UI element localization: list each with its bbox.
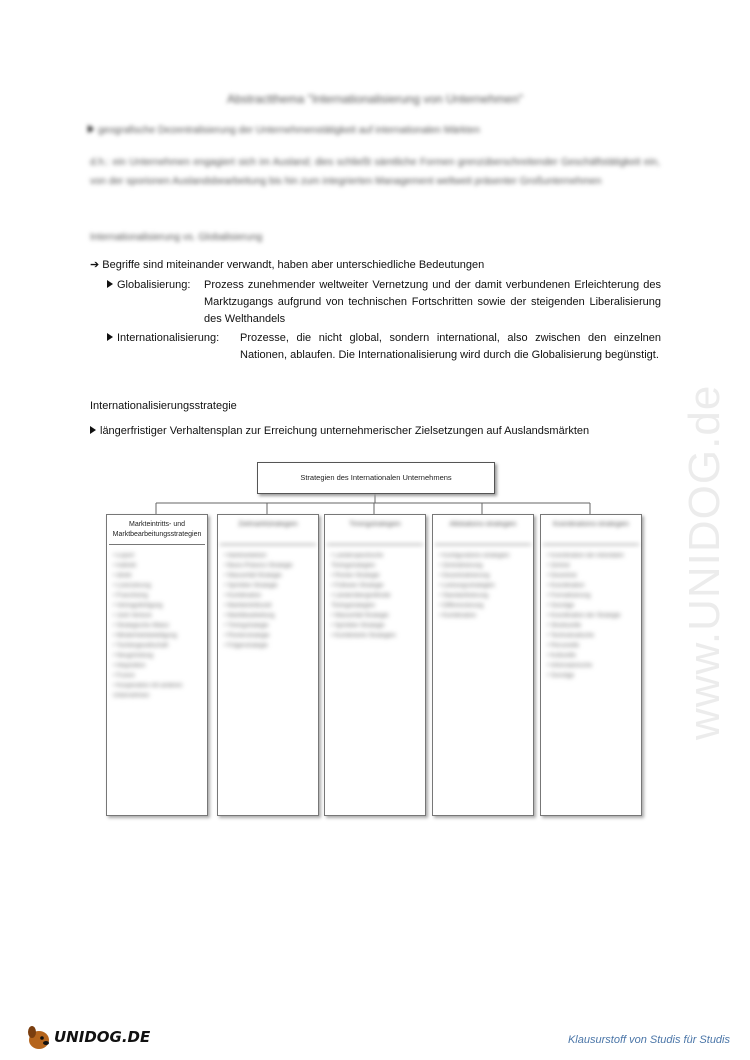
chart-item: • Export — [113, 553, 135, 559]
chart-column-items — [325, 547, 425, 645]
strategy-bullet-text: längerfristiger Verhaltensplan zur Erreichung unternehmerischer Zielsetzungen auf Auslandsmärkten — [100, 425, 590, 437]
chart-item: • Folgerstrategie — [224, 643, 268, 649]
chart-item: • Follower-Strategie — [331, 583, 384, 589]
chart-item: • Formalisierung — [547, 593, 591, 599]
bullet-geografische-dezentralisierung — [88, 125, 480, 136]
chart-item: • Kooperation mit anderen Unternehmen — [113, 683, 183, 699]
chart-item: • Zentralisierung — [439, 563, 483, 569]
chart-item: • Länderübergreifende Timingstrategien — [331, 593, 391, 609]
dog-icon — [24, 1022, 54, 1052]
bullet-arrow-icon — [90, 426, 96, 434]
chart-item: • Markteintrittszeit — [224, 603, 272, 609]
chart-column-title: Timingstrategien — [327, 517, 423, 545]
chart-column-markteintritt — [106, 514, 208, 816]
bullet-arrow-icon — [88, 125, 94, 133]
chart-item: • Pionierstrategie — [224, 633, 270, 639]
chart-item: • Strategische Allianz — [113, 623, 170, 629]
definition-description: Prozesse, die nicht global, sondern international, also zwischen den einzelnen Nationen, ablaufen. Die Internationalisierung wird durch die Globalisierung begünstigt. — [240, 332, 661, 361]
chart-item: • Personelle — [547, 643, 580, 649]
chart-item: • Standardisierung — [439, 593, 489, 599]
chart-item: • Koordination — [547, 583, 585, 589]
chart-item: • Sprinkler-Strategie — [224, 583, 278, 589]
chart-item: • Zentral — [547, 563, 570, 569]
definition-term — [107, 330, 219, 347]
chart-item: • Tochtergesellschaft — [113, 643, 169, 649]
chart-item: • Länderspezifische Timingstrategien — [331, 553, 384, 569]
unidog-logo — [24, 1022, 164, 1052]
definition-description: Prozess zunehmender weltweiter Vernetzung und der damit verbundenen Erleichterung des Marktzugangs aufgrund von technischen Fortschritten sowie der steigenden Liberalisierung des Welthandels — [204, 279, 661, 325]
chart-item: • Marktbearbeitung — [224, 613, 275, 619]
chart-column-title: Koordinations-strategien — [543, 517, 639, 545]
footer-slogan: Klausurstoff von Studis für Studis — [567, 1034, 730, 1046]
chart-item: • Koordination der Aktivitäten — [547, 553, 624, 559]
chart-item: • Pionier-Strategie — [331, 573, 380, 579]
bullet-arrow-icon — [107, 280, 113, 288]
chart-item: • indirekt — [113, 563, 137, 569]
chart-column-items — [218, 547, 318, 655]
section-heading-internationalisierung-vs-globalisierung: Internationalisierung vs. Globalisierung — [90, 232, 263, 243]
bullet-arrow-icon — [107, 333, 113, 341]
chart-item: • Wasserfall-Strategie — [331, 613, 389, 619]
chart-column-items — [107, 547, 207, 705]
related-terms-line — [90, 258, 484, 271]
chart-item: • Neugründung — [113, 653, 154, 659]
chart-column-title: Zielmarktstrategien — [220, 517, 316, 545]
chart-item: • Kombination — [439, 613, 477, 619]
chart-item: • Akquisition — [113, 663, 146, 669]
chart-item: • Technokratische — [547, 633, 595, 639]
chart-item: • Wasserfall-Strategie — [224, 573, 282, 579]
chart-column-koordination — [540, 514, 642, 816]
chart-item: • Joint Venture — [113, 613, 152, 619]
chart-item: • Timingstrategie — [224, 623, 269, 629]
bullet-text: geografische Dezentralisierung der Unternehmenstätigkeit auf internationalen Märkten — [98, 125, 480, 136]
chart-item: • Kombination — [224, 593, 262, 599]
chart-item: • Strukturelle — [547, 623, 582, 629]
bullet-explanation: d.h.: ein Unternehmen engagiert sich im Ausland; dies schließt sämtliche Formen grenzüberschreitender Geschäftstätigkeit ein, von der sporionen Auslandsbearbeitung bis hin zum integrierten Management weltweit präsenter Großunternehmen — [90, 157, 660, 187]
strategy-bullet — [90, 425, 589, 437]
related-terms-text: Begriffe sind miteinander verwandt, haben aber unterschiedliche Bedeutungen — [102, 259, 485, 271]
chart-item: • Vertragsfertigung — [113, 603, 163, 609]
chart-item: • direkt — [113, 573, 132, 579]
chart-column-title: Allokations-strategien — [435, 517, 531, 545]
term-label: Internationalisierung: — [117, 332, 220, 344]
chart-item: • Fusion — [113, 673, 135, 679]
chart-item: • Lizenzierung — [113, 583, 151, 589]
strategy-org-chart — [100, 458, 645, 818]
chart-item: • Informatorische — [547, 663, 593, 669]
right-arrow-icon: ➔ — [90, 259, 100, 271]
chart-item: • Minderheitsbeteiligung — [113, 633, 177, 639]
term-label: Globalisierung: — [117, 279, 191, 291]
section-heading-strategie: Internationalisierungsstrategie — [90, 400, 237, 412]
chart-item: • Koordination der Strategie — [547, 613, 621, 619]
chart-item: • Sprinkler-Strategie — [331, 623, 385, 629]
document-title: Abstractthema "Internationalisierung von Unternehmen" — [226, 92, 523, 106]
chart-column-timing — [324, 514, 426, 816]
chart-item: • Sonstige — [547, 673, 575, 679]
chart-item: • Differenzierung — [439, 603, 484, 609]
chart-item: • Dezentralisierung — [439, 573, 490, 579]
definition-term — [107, 277, 190, 294]
chart-item: • Kulturelle — [547, 653, 576, 659]
chart-column-title: Markteintritts- und Marktbearbeitungsstrategien — [109, 517, 205, 545]
chart-column-items — [433, 547, 533, 625]
chart-item: • Konfigurations-strategien — [439, 553, 510, 559]
chart-item: • Franchising — [113, 593, 148, 599]
chart-item: • Marktselektion — [224, 553, 267, 559]
chart-column-zielmarkt — [217, 514, 319, 816]
chart-column-items — [541, 547, 641, 685]
chart-root-node: Strategien des Internationalen Unternehmens — [257, 462, 495, 494]
chart-item: • Basis-Präsenz-Strategie — [224, 563, 293, 569]
watermark: www.UNIDOG.de — [680, 384, 729, 740]
chart-item: • Sonstige — [547, 603, 575, 609]
chart-item: • Dezentral — [547, 573, 577, 579]
chart-item: • Kombinierte Strategien — [331, 633, 396, 639]
chart-column-allokation — [432, 514, 534, 816]
chart-item: • Leistungsstrategien — [439, 583, 495, 589]
logo-text: UNIDOG.DE — [54, 1028, 151, 1046]
